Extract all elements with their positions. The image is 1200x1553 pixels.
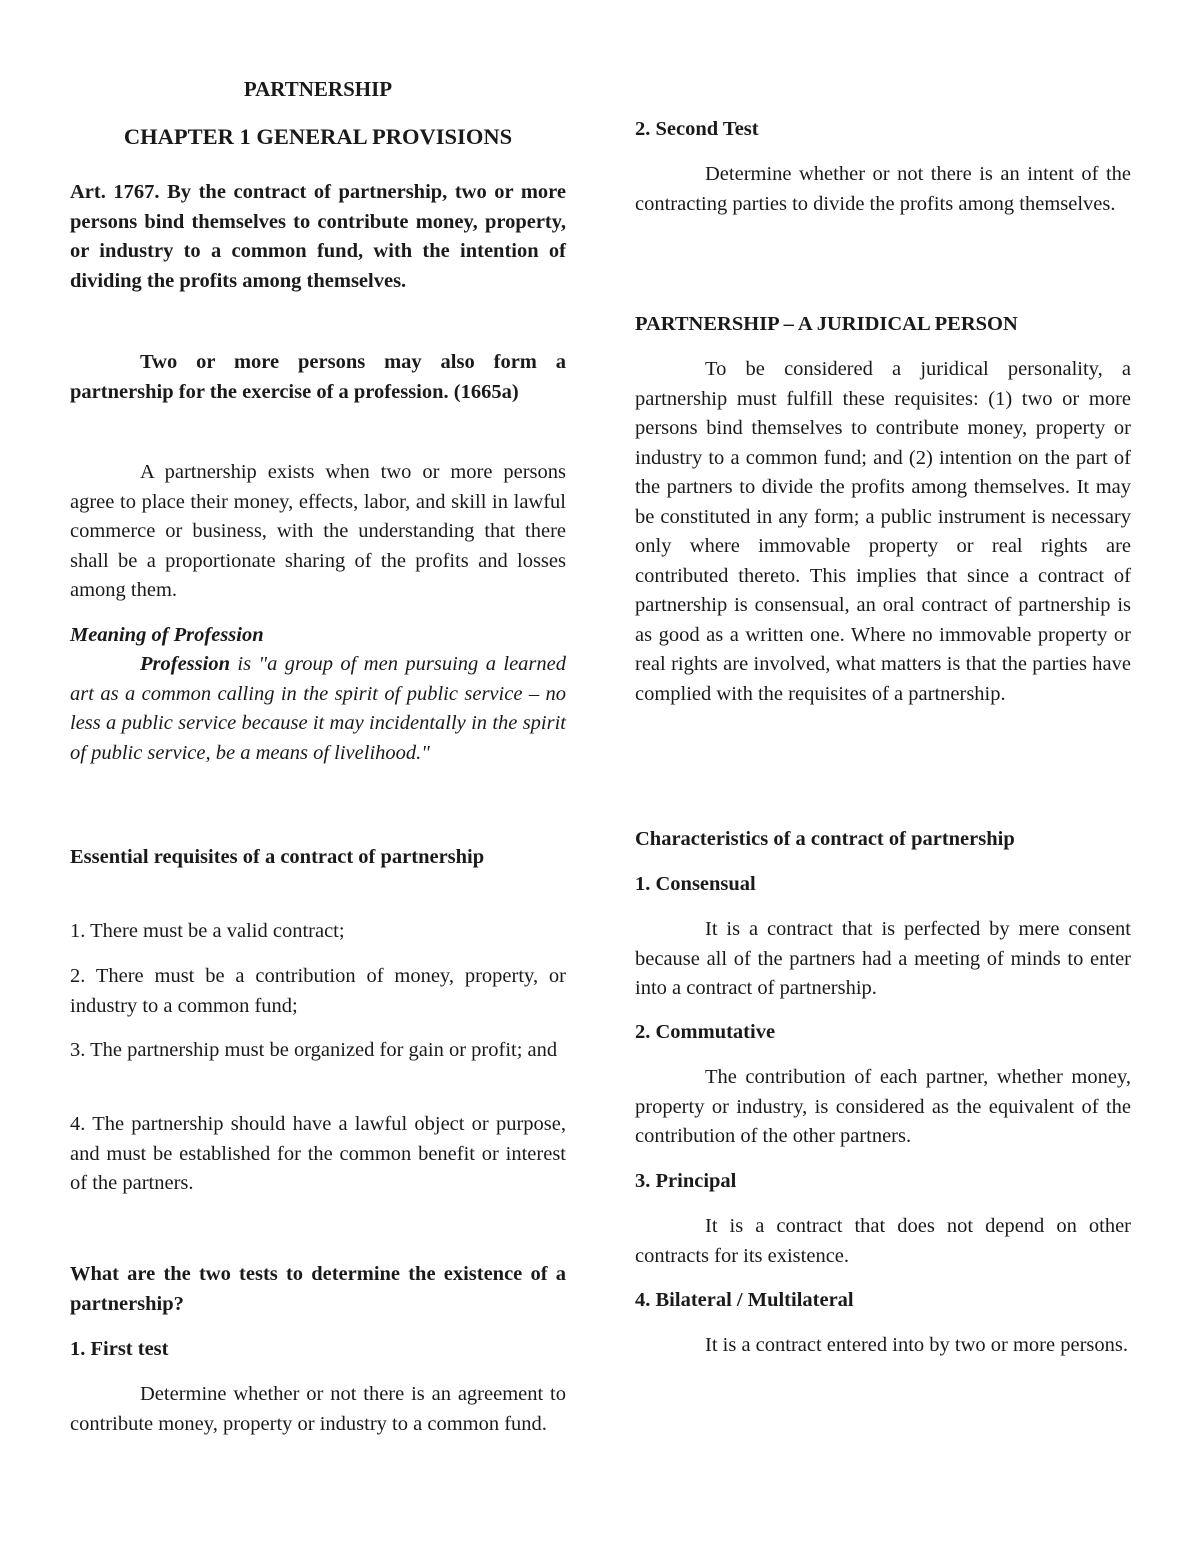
profession-heading: Meaning of Profession — [70, 624, 264, 646]
characteristic-title: 4. Bilateral / Multilateral — [635, 1289, 854, 1311]
characteristic-body: It is a contract that is perfected by mere consent because all of the partners had a meeting of minds to enter into a contract of partnership. — [635, 918, 1131, 999]
second-test-body: Determine whether or not there is an intent of the contracting parties to divide the profits among themselves. — [635, 163, 1131, 215]
profession-definition-text: is "a group of men pursuing a learned art as a common calling in the spirit of public service – no less a public service because it may incidentally in the spirit of public service, be a means of livelihood." — [70, 653, 566, 764]
first-test-heading: 1. First test — [70, 1338, 169, 1360]
profession-term: Profession — [140, 653, 230, 675]
juridical-body: To be considered a juridical personality, a partnership must fulfill these requisites: (1) two or more persons bind themselves to contribute money, property or industry to a common fund; and (2) intention on the part of the partners to divide the profits among themselves. It may be constituted in any form; a public instrument is necessary only where immovable property or real rights are contributed thereto. This implies that since a contract of partnership is consensual, an oral contract of partnership is as good as a written one. Where no immovable property or real rights are involved, what matters is that the parties have complied with the requisites of a partnership. — [635, 358, 1131, 705]
first-test-body: Determine whether or not there is an agreement to contribute money, property or industry to a common fund. — [70, 1383, 566, 1435]
article-1767: Art. 1767. By the contract of partnership, two or more persons bind themselves to contribute money, property, or industry to a common fund, with the intention of dividing the profits among themselves. — [70, 181, 566, 292]
characteristic-body: The contribution of each partner, whether money, property or industry, is considered as the equivalent of the contribution of the other partners. — [635, 1066, 1131, 1147]
characteristic-body: It is a contract entered into by two or more persons. — [705, 1334, 1128, 1356]
requisite-item: 1. There must be a valid contract; — [70, 920, 345, 942]
article-1767-profession: Two or more persons may also form a partnership for the exercise of a profession. (1665a) — [70, 351, 566, 403]
characteristic-title: 1. Consensual — [635, 873, 756, 895]
characteristic-body: It is a contract that does not depend on other contracts for its existence. — [635, 1215, 1131, 1267]
partnership-definition: A partnership exists when two or more persons agree to place their money, effects, labor, and skill in lawful commerce or business, with the understanding that there shall be a proportionate sharing of the profits and losses among them. — [70, 461, 566, 601]
second-test-heading: 2. Second Test — [635, 118, 759, 140]
requisites-heading: Essential requisites of a contract of partnership — [70, 846, 485, 868]
characteristics-heading: Characteristics of a contract of partnership — [635, 828, 1015, 850]
characteristic-title: 2. Commutative — [635, 1021, 776, 1043]
requisite-item: 3. The partnership must be organized for gain or profit; and — [70, 1039, 558, 1061]
characteristic-title: 3. Principal — [635, 1170, 737, 1192]
chapter-title: CHAPTER 1 GENERAL PROVISIONS — [123, 124, 513, 149]
document-title: PARTNERSHIP — [243, 77, 393, 101]
profession-definition — [70, 650, 566, 768]
requisite-item: 2. There must be a contribution of money, property, or industry to a common fund; — [70, 965, 566, 1017]
juridical-heading: PARTNERSHIP – A JURIDICAL PERSON — [635, 313, 1018, 335]
tests-heading: What are the two tests to determine the existence of a partnership? — [70, 1263, 566, 1315]
requisite-item: 4. The partnership should have a lawful object or purpose, and must be established for the common benefit or interest of the partners. — [70, 1113, 566, 1194]
